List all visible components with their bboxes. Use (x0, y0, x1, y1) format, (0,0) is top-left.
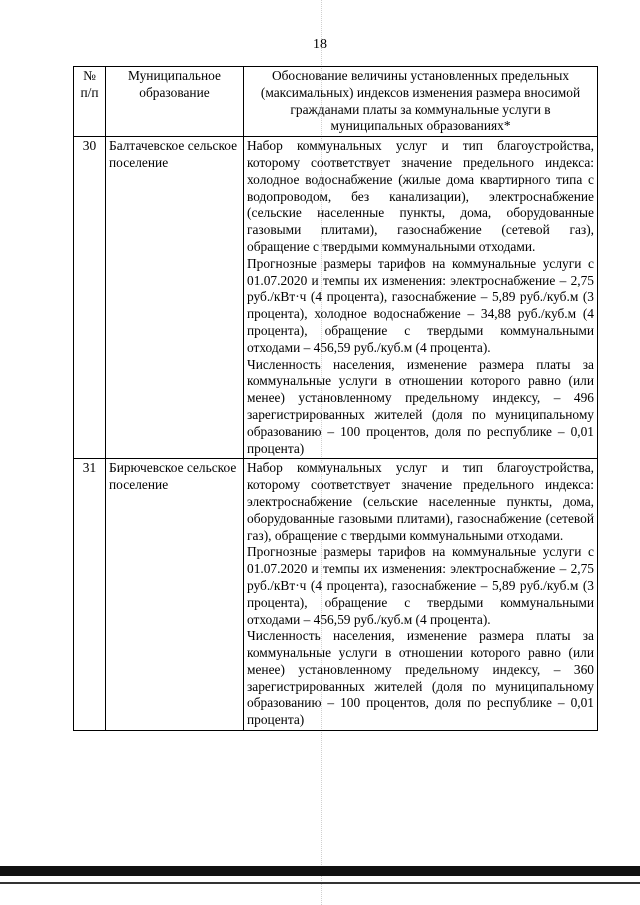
header-num: № п/п (74, 67, 106, 137)
row-justification (244, 137, 598, 459)
row-municipality: Бирючевское сельское поселение (106, 459, 244, 731)
header-municipality: Муниципальное образование (106, 67, 244, 137)
header-justification: Обоснование величины установленных предельных (максимальных) индексов изменения размера вносимой гражданами платы за коммунальные услуги в муниципальных образованиях* (244, 67, 598, 137)
scan-edge-line (0, 882, 640, 884)
paragraph-service-set: Набор коммунальных услуг и тип благоустройства, которому соответствует значение предельного индекса: электроснабжение (сельские населенные пункты, дома, оборудованные газовыми плитами), газоснабжение (сетевой газ), обращение с твердыми коммунальными отходами. (247, 460, 594, 543)
row-num: 31 (74, 459, 106, 731)
row-num: 30 (74, 137, 106, 459)
table-row (74, 459, 598, 731)
table-row (74, 137, 598, 459)
row-justification (244, 459, 598, 731)
paragraph-tariffs: Прогнозные размеры тарифов на коммунальные услуги с 01.07.2020 и темпы их изменения: электроснабжение – 2,75 руб./кВт·ч (4 процента), газоснабжение – 5,89 руб./куб.м (3 процента), холодное водоснабжение – 34,88 руб./куб.м (4 процента), обращение с твердыми коммунальными отходами – 456,59 руб./куб.м (4 процента). (247, 255, 594, 355)
paragraph-tariffs: Прогнозные размеры тарифов на коммунальные услуги с 01.07.2020 и темпы их изменения: электроснабжение – 2,75 руб./кВт·ч (4 процента), газоснабжение – 5,89 руб./куб.м (3 процента), обращение с твердыми коммунальными отходами – 456,59 руб./куб.м (4 процента). (247, 544, 594, 627)
table-header-row (74, 67, 598, 137)
row-municipality: Балтачевское сельское поселение (106, 137, 244, 459)
paragraph-service-set: Набор коммунальных услуг и тип благоустройства, которому соответствует значение предельного индекса: холодное водоснабжение (жилые дома квартирного типа с водопроводом, без канализации), электроснабжение (сельские населенные пункты, дома, оборудованные газовыми плитами), газоснабжение (сетевой газ), обращение с твердыми коммунальными отходами. (247, 138, 594, 254)
paragraph-population: Численность населения, изменение размера платы за коммунальные услуги в отношении которого равно (или менее) установленному предельному индексу, – 496 зарегистрированных жителей (доля по муниципальному образованию – 100 процентов, доля по республике – 0,01 процента) (247, 356, 594, 456)
scan-edge-bar (0, 866, 640, 876)
tariff-index-table (73, 66, 598, 731)
paragraph-population: Численность населения, изменение размера платы за коммунальные услуги в отношении которого равно (или менее) установленному предельному индексу, – 360 зарегистрированных жителей (доля по муниципальному образованию – 100 процентов, доля по республике – 0,01 процента) (247, 628, 594, 728)
page-number: 18 (313, 37, 327, 52)
